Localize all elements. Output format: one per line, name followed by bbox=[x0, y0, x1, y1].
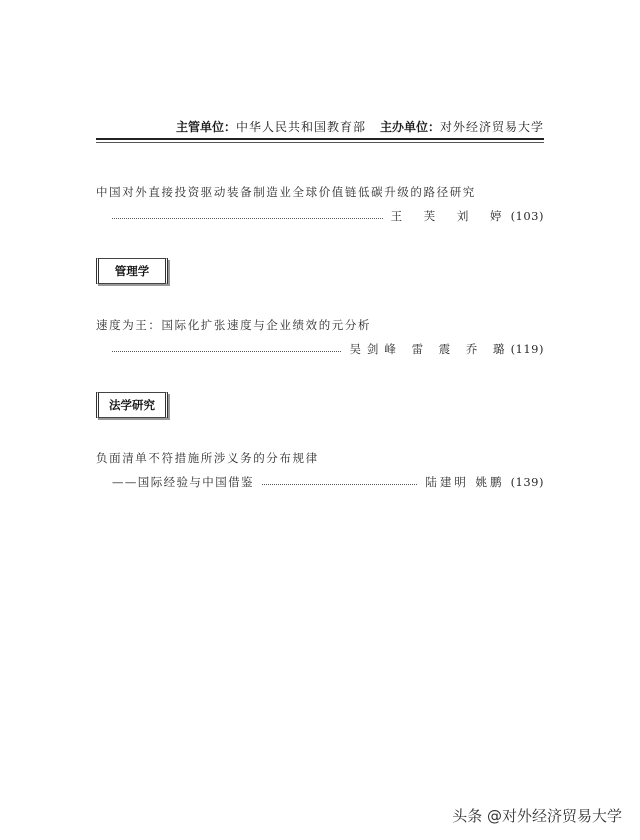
article-title[interactable]: 负面清单不符措施所涉义务的分布规律 bbox=[96, 451, 319, 465]
article-title[interactable]: 中国对外直接投资驱动装备制造业全球价值链低碳升级的路径研究 bbox=[96, 185, 476, 199]
article-subtitle: ——国际经验与中国借鉴 bbox=[112, 475, 254, 489]
masthead bbox=[96, 118, 544, 135]
header-rule-thick bbox=[96, 138, 544, 140]
article-byline bbox=[112, 208, 544, 224]
leader-dots bbox=[112, 218, 383, 219]
article-byline bbox=[112, 341, 544, 357]
article-authors: 吴剑峰 雷 震 乔 璐 bbox=[349, 342, 511, 356]
sponsor-label: 主办单位： bbox=[379, 120, 440, 134]
article-title[interactable]: 速度为王：国际化扩张速度与企业绩效的元分析 bbox=[96, 318, 372, 332]
section-heading-law: 法学研究 bbox=[96, 392, 168, 418]
leader-dots bbox=[262, 484, 418, 485]
supervisor-label: 主管单位： bbox=[175, 120, 236, 134]
header-rule-thin bbox=[96, 142, 544, 143]
article-authors: 陆建明 姚鹏 bbox=[425, 475, 505, 489]
source-watermark: 头条 @对外经济贸易大学 bbox=[452, 807, 622, 825]
leader-dots bbox=[112, 351, 341, 352]
article-page: (119) bbox=[510, 342, 544, 356]
article-byline bbox=[112, 474, 544, 490]
supervisor-value: 中华人民共和国教育部 bbox=[235, 120, 366, 134]
article-authors: 王 芙 刘 婷 bbox=[390, 209, 511, 223]
article-page: (139) bbox=[510, 475, 544, 489]
article-page: (103) bbox=[510, 209, 544, 223]
sponsor-value: 对外经济贸易大学 bbox=[439, 120, 544, 134]
section-heading-management: 管理学 bbox=[96, 258, 168, 284]
